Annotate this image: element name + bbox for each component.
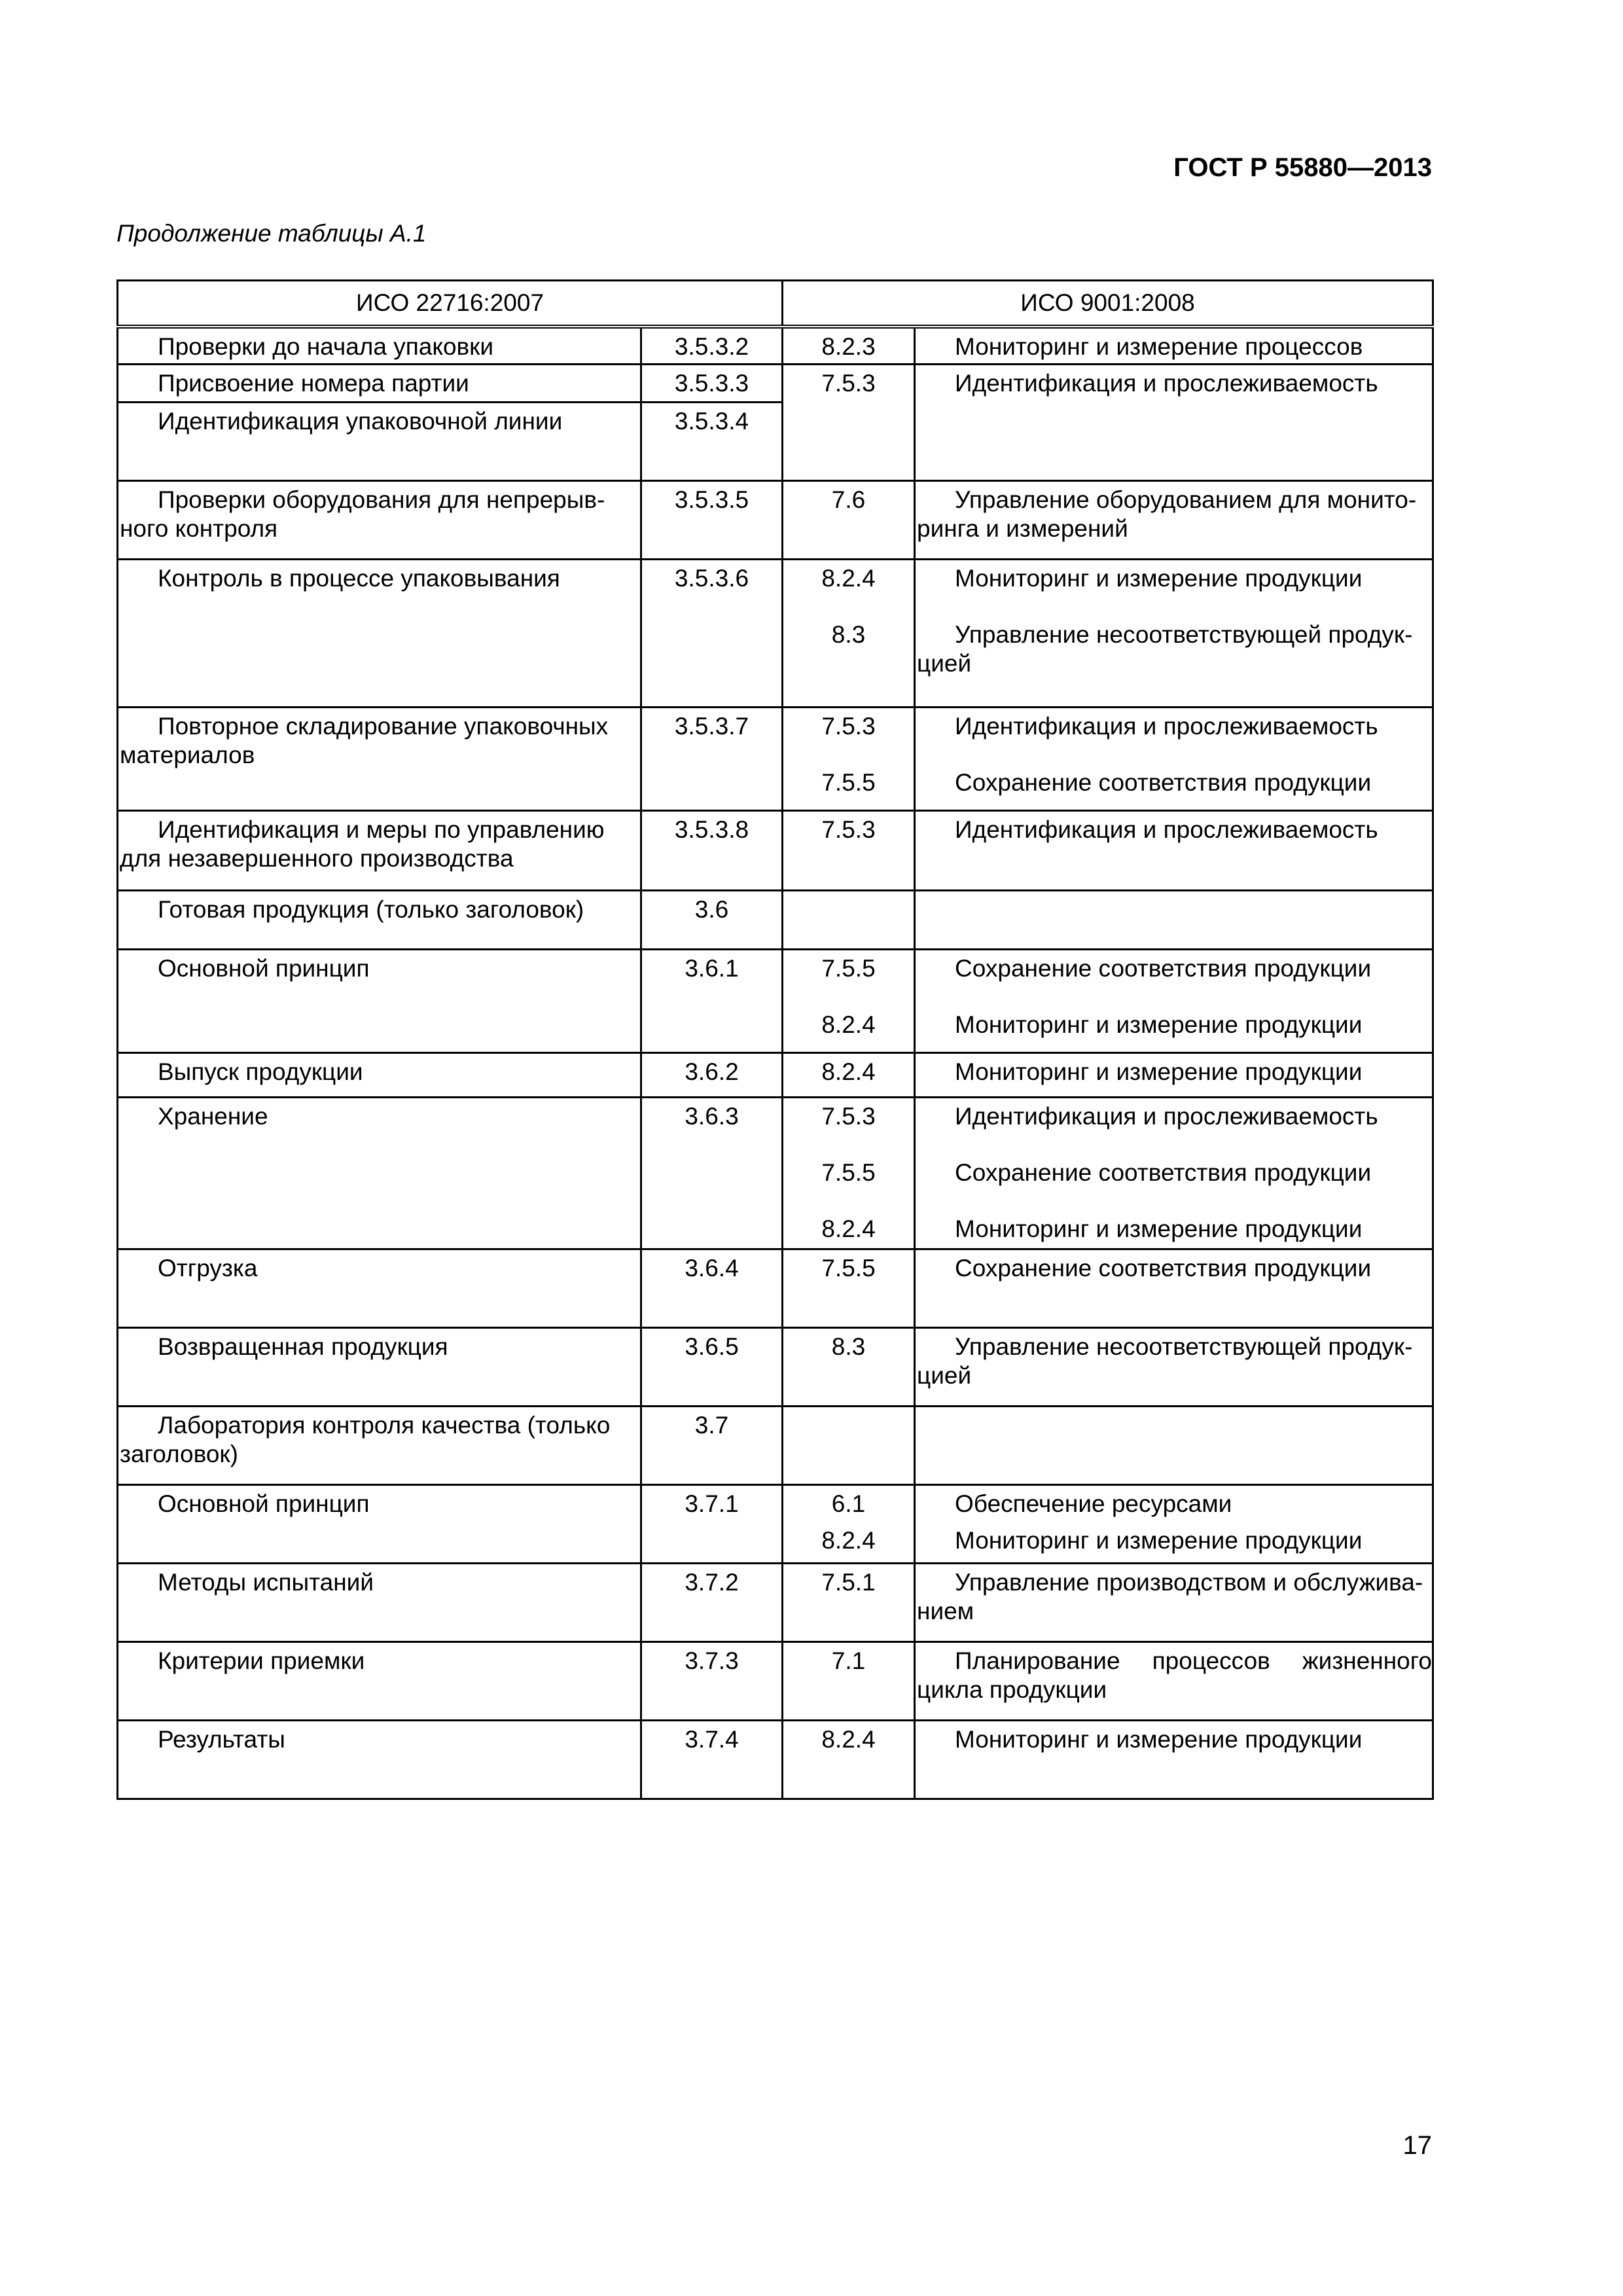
row-title: Присвоение номера партии [118,365,641,403]
row-code: 3.5.3.4 [641,403,783,481]
header-iso-9001: ИСО 9001:2008 [783,281,1433,327]
table-row [118,560,1433,708]
row-text: Идентификация и прослеживаемость Сохранение соответствия продукции Мониторинг и измерение продукции [915,1098,1433,1249]
header-iso-22716: ИСО 22716:2007 [118,281,783,327]
table-row [118,1098,1433,1249]
row-code: 3.5.3.3 [641,365,783,403]
row-code: 3.6.2 [641,1053,783,1098]
row-text: Идентификация и прослеживаемость [915,365,1433,481]
row-text: Обеспечение ресурсами Мониторинг и измерение продукции [915,1485,1433,1564]
row-ref: 7.5.3 [783,365,915,481]
row-ref: 7.6 [783,481,915,560]
table-row [118,708,1433,811]
row-ref: 8.2.3 [783,327,915,365]
row-ref: 7.5.1 [783,1564,915,1642]
row-ref: 7.5.3 7.5.5 8.2.4 [783,1098,915,1249]
row-code: 3.7.1 [641,1485,783,1564]
row-title: Основной принцип [118,950,641,1053]
row-text: Сохранение соответствия продукции [915,1249,1433,1328]
row-title: Идентификация упаковочной линии [118,403,641,481]
row-ref [783,891,915,950]
row-ref: 8.2.4 8.3 [783,560,915,708]
row-code: 3.5.3.6 [641,560,783,708]
row-text: Управление производством и обслужива-нием [915,1564,1433,1642]
table-row [118,327,1433,365]
row-title: Критерии приемки [118,1642,641,1721]
row-code: 3.6.3 [641,1098,783,1249]
table-row [118,891,1433,950]
table-row [118,811,1433,891]
row-ref: 7.1 [783,1642,915,1721]
row-code: 3.5.3.7 [641,708,783,811]
row-title: Основной принцип [118,1485,641,1564]
row-title: Проверки оборудования для непрерыв-ного контроля [118,481,641,560]
row-title: Выпуск продукции [118,1053,641,1098]
table-row [118,365,1433,403]
comparison-table [116,279,1434,1800]
row-title: Методы испытаний [118,1564,641,1642]
row-ref: 7.5.5 [783,1249,915,1328]
page-number: 17 [1402,2131,1432,2160]
table-row [118,1721,1433,1799]
row-ref: 8.3 [783,1328,915,1407]
row-ref: 7.5.3 7.5.5 [783,708,915,811]
row-title: Контроль в процессе упаковывания [118,560,641,708]
row-title: Идентификация и меры по управлению для незавершенного производства [118,811,641,891]
row-text [915,1407,1433,1485]
table-row [118,1485,1433,1564]
row-title: Повторное складирование упаковочных материалов [118,708,641,811]
row-code: 3.6.5 [641,1328,783,1407]
row-text: Планирование процессов жизненного цикла продукции [915,1642,1433,1721]
row-text: Идентификация и прослеживаемость Сохранение соответствия продукции [915,708,1433,811]
row-ref: 7.5.5 8.2.4 [783,950,915,1053]
row-code: 3.6 [641,891,783,950]
row-code: 3.7.2 [641,1564,783,1642]
row-ref [783,1407,915,1485]
row-ref: 8.2.4 [783,1053,915,1098]
row-text: Управление несоответствующей продук-цией [915,1328,1433,1407]
table-row [118,950,1433,1053]
table-caption: Продолжение таблицы А.1 [116,220,427,247]
table-row [118,1642,1433,1721]
row-code: 3.5.3.8 [641,811,783,891]
row-text: Мониторинг и измерение продукции Управление несоответствующей продук-цией [915,560,1433,708]
row-text [915,891,1433,950]
row-title: Хранение [118,1098,641,1249]
table-row [118,1564,1433,1642]
row-code: 3.5.3.2 [641,327,783,365]
row-title: Результаты [118,1721,641,1799]
table-row [118,481,1433,560]
row-text: Сохранение соответствия продукции Мониторинг и измерение продукции [915,950,1433,1053]
table-row [118,1053,1433,1098]
row-text: Мониторинг и измерение процессов [915,327,1433,365]
row-title: Отгрузка [118,1249,641,1328]
row-text: Идентификация и прослеживаемость [915,811,1433,891]
row-ref: 6.1 8.2.4 [783,1485,915,1564]
row-ref: 7.5.3 [783,811,915,891]
row-code: 3.7.3 [641,1642,783,1721]
row-text: Мониторинг и измерение продукции [915,1053,1433,1098]
row-title: Возвращенная продукция [118,1328,641,1407]
table-row [118,1328,1433,1407]
row-code: 3.5.3.5 [641,481,783,560]
row-code: 3.6.4 [641,1249,783,1328]
row-ref: 8.2.4 [783,1721,915,1799]
row-text: Управление оборудованием для монито-ринга и измерений [915,481,1433,560]
row-code: 3.6.1 [641,950,783,1053]
document-standard-number: ГОСТ Р 55880—2013 [1173,153,1432,182]
table-row [118,1407,1433,1485]
row-code: 3.7 [641,1407,783,1485]
row-title: Лаборатория контроля качества (только заголовок) [118,1407,641,1485]
row-code: 3.7.4 [641,1721,783,1799]
row-text: Мониторинг и измерение продукции [915,1721,1433,1799]
row-title: Проверки до начала упаковки [118,327,641,365]
table-row [118,1249,1433,1328]
row-title: Готовая продукция (только заголовок) [118,891,641,950]
